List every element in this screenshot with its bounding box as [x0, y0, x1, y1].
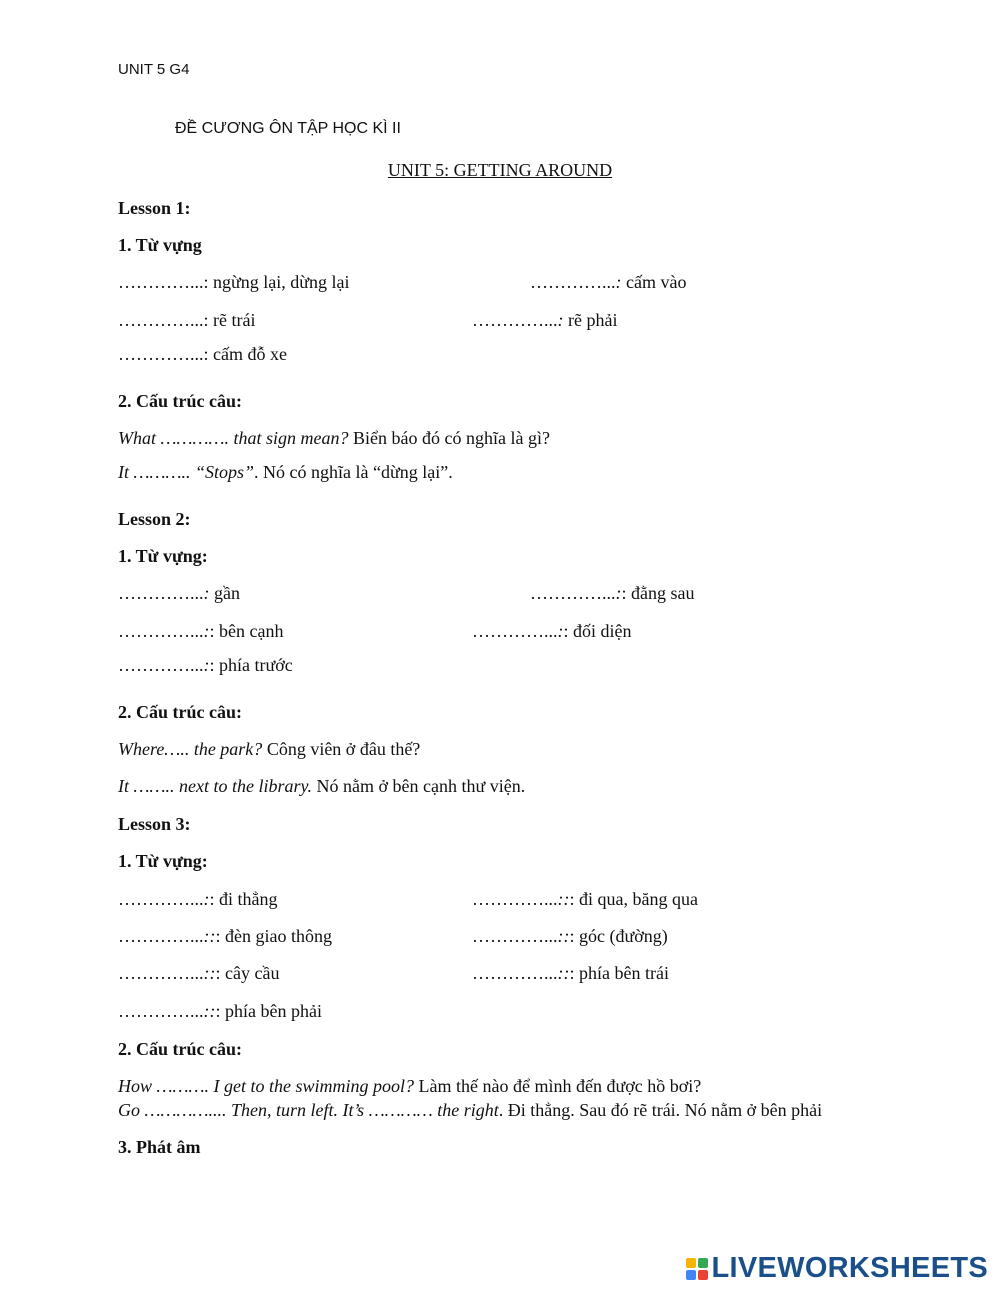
vocab-item: …………...::: phía bên trái — [472, 963, 669, 983]
vocab-item: …………...::: cây cầu — [118, 963, 280, 983]
vocab-item: …………...: cấm vào — [530, 272, 687, 292]
lesson-3-title: Lesson 3: — [118, 814, 191, 834]
vocab-item: …………...: gần — [118, 583, 240, 603]
lesson-1-structure-heading: 2. Cấu trúc câu: — [118, 391, 242, 411]
vocab-item: …………...::: đèn giao thông — [118, 926, 332, 946]
structure-sentence: It ……….. “Stops”. Nó có nghĩa là “dừng lại”. — [118, 462, 453, 482]
vocab-item: …………...:: phía trước — [118, 655, 293, 675]
lesson-2-vocab-heading: 1. Từ vựng: — [118, 546, 208, 566]
lesson-1-vocab-heading: 1. Từ vựng — [118, 235, 202, 255]
pronunciation-heading: 3. Phát âm — [118, 1137, 201, 1157]
vocab-item: …………...:: đi thẳng — [118, 889, 278, 909]
vocab-item: …………...: rẽ phải — [472, 310, 618, 330]
vocab-item: …………...:: bên cạnh — [118, 621, 284, 641]
structure-sentence: Go ………….... Then, turn left. It’s ………… the right. Đi thẳng. Sau đó rẽ trái. Nó nằm ở bên phải — [118, 1100, 823, 1120]
document-title: ĐỀ CƯƠNG ÔN TẬP HỌC KÌ II — [175, 120, 401, 137]
vocab-item: …………...:: đối diện — [472, 621, 632, 641]
lesson-2-title: Lesson 2: — [118, 509, 191, 529]
logo-block — [686, 1270, 696, 1280]
lesson-1-title: Lesson 1: — [118, 198, 191, 218]
structure-sentence: Where….. the park? Công viên ở đâu thế? — [118, 739, 421, 759]
vocab-item: …………...: cấm đỗ xe — [118, 344, 287, 364]
vocab-item: …………...:: đằng sau — [530, 583, 695, 603]
lesson-3-structure-heading: 2. Cấu trúc câu: — [118, 1039, 242, 1059]
logo-blocks-icon — [686, 1258, 708, 1280]
logo-text: LIVEWORKSHEETS — [711, 1252, 988, 1284]
liveworksheets-logo — [686, 1252, 989, 1285]
vocab-item: …………...::: phía bên phải — [118, 1001, 322, 1021]
vocab-item: …………...: ngừng lại, dừng lại — [118, 272, 350, 292]
lesson-3-vocab-heading: 1. Từ vựng: — [118, 851, 208, 871]
lesson-2-structure-heading: 2. Cấu trúc câu: — [118, 702, 242, 722]
vocab-item: …………...::: góc (đường) — [472, 926, 668, 946]
vocab-item: …………...::: đi qua, băng qua — [472, 889, 698, 909]
unit-title: UNIT 5: GETTING AROUND — [387, 160, 613, 180]
vocab-item: …………...: rẽ trái — [118, 310, 256, 330]
logo-block — [686, 1258, 696, 1268]
structure-sentence: How ………. I get to the swimming pool? Làm thế nào để mình đến được hồ bơi? — [118, 1076, 702, 1096]
logo-block — [698, 1270, 708, 1280]
unit-code: UNIT 5 G4 — [118, 61, 190, 78]
structure-sentence: It …….. next to the library. Nó nằm ở bên cạnh thư viện. — [118, 776, 526, 796]
structure-sentence: What …………. that sign mean? Biển báo đó có nghĩa là gì? — [118, 428, 550, 448]
logo-block — [698, 1258, 708, 1268]
